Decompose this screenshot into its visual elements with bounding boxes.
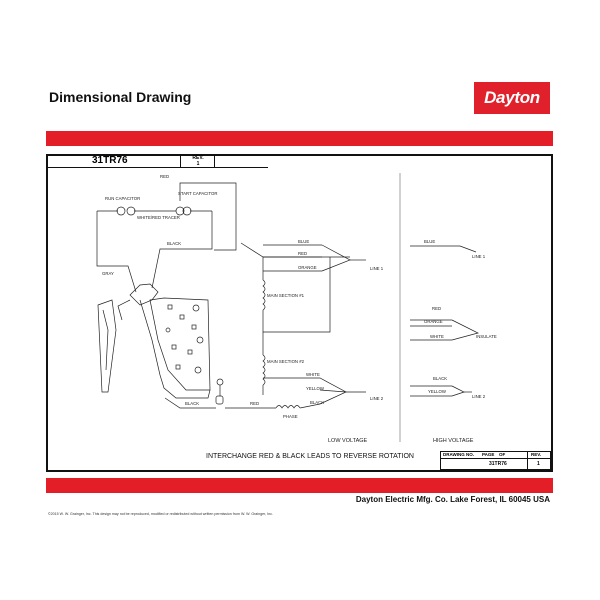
title-block-rev-value: 1 [537, 461, 540, 467]
run-capacitor-label: RUN CAPACITOR [105, 196, 141, 201]
header-separator [214, 154, 215, 168]
title-block-divider [440, 458, 551, 459]
hv-wire-label-yellow: YELLOW [428, 389, 446, 394]
insulate-label: INSULATE [476, 334, 497, 339]
wire-label-white: WHITE [306, 372, 320, 377]
wire-label-black: BLACK [310, 400, 325, 405]
wire-label-black: BLACK [167, 241, 182, 246]
title-block-rev-label: REV. [531, 452, 542, 457]
hv-line-2-label: LINE 2 [472, 394, 486, 399]
wire-label-white-red-tracer: WHITE/RED TRACER [137, 215, 180, 220]
of-label: OF [499, 452, 506, 457]
wire-label-red: RED [298, 251, 308, 256]
title-block-separator [527, 451, 528, 470]
main-section-1-label: MAIN SECTION #1 [267, 293, 305, 298]
wire-label-black: BLACK [185, 401, 200, 406]
bottom-red-bar [46, 478, 553, 493]
hv-wire-label-orange: ORANGE [424, 319, 443, 324]
wire-label-blue: BLUE [298, 239, 310, 244]
wire-label-orange: ORANGE [298, 265, 317, 270]
copyright-notice: ©2015 W. W. Grainger, Inc. This design may not be reproduced, modified or redistributed without written permission from W. W. Grainger, Inc. [48, 512, 273, 516]
hv-wire-label-red: RED [432, 306, 442, 311]
reverse-rotation-note: INTERCHANGE RED & BLACK LEADS TO REVERSE ROTATION [206, 453, 414, 460]
wire-label-red: RED [250, 401, 260, 406]
rev-value: 1 [196, 161, 200, 167]
phase-label: PHASE [283, 414, 298, 419]
dayton-logo [474, 82, 550, 114]
part-number: 31TR76 [92, 155, 128, 166]
page-title: Dimensional Drawing [49, 89, 192, 105]
wiring-diagram [48, 170, 551, 452]
hv-line-1-label: LINE 1 [472, 254, 486, 259]
wire-label-red: RED [160, 174, 170, 179]
hv-wire-label-black: BLACK [433, 376, 448, 381]
hv-wire-label-blue: BLUE [424, 239, 436, 244]
high-voltage-label: HIGH VOLTAGE [433, 438, 474, 444]
main-section-2-label: MAIN SECTION #2 [267, 359, 305, 364]
rev-label: REV. [192, 155, 204, 161]
start-capacitor-label: START CAPACITOR [178, 191, 218, 196]
hv-wire-label-white: WHITE [430, 334, 444, 339]
page-label: PAGE [482, 452, 495, 457]
low-voltage-label: LOW VOLTAGE [328, 438, 368, 444]
rev-cell [188, 155, 208, 167]
drawing-number: 31TR76 [489, 461, 507, 467]
line-1-label: LINE 1 [370, 266, 384, 271]
header-divider [46, 167, 268, 168]
drawing-no-label: DRAWING NO. [443, 452, 474, 457]
company-address: Dayton Electric Mfg. Co. Lake Forest, IL 60045 USA [355, 495, 550, 504]
wire-label-gray: GRAY [102, 271, 114, 276]
logo-text: Dayton [484, 88, 540, 107]
line-2-label: LINE 2 [370, 396, 384, 401]
top-red-bar [46, 131, 553, 146]
header-separator [180, 154, 181, 168]
wire-label-yellow: YELLOW [306, 386, 324, 391]
